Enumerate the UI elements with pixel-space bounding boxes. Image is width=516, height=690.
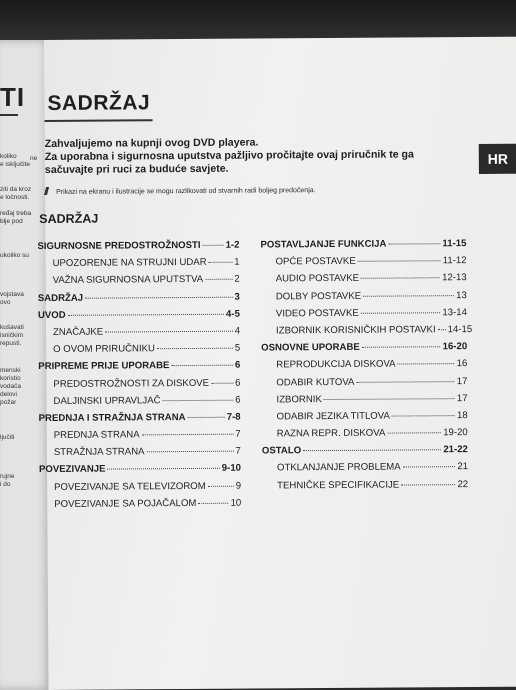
toc-entry-page: 5 [234, 342, 241, 354]
intro-text [45, 135, 465, 177]
toc-entry-page: 11-15 [442, 238, 467, 250]
left-page-fragment: i do [0, 481, 11, 488]
left-page-fragment: ukoliko su [0, 252, 29, 259]
toc-dot-leader [142, 434, 234, 436]
title-underline [45, 119, 153, 122]
toc-entry [38, 377, 240, 396]
toc-entry-label: O OVOM PRIRUČNIKU [53, 343, 156, 356]
toc-entry [261, 272, 467, 291]
toc-column-left [37, 240, 241, 516]
left-page-fragment: vodača [0, 383, 21, 390]
toc-entry-label: UPOZORENJE NA STRUJNI UDAR [52, 257, 207, 270]
toc-entry-label: TEHNIČKE SPECIFIKACIJE [277, 479, 400, 492]
toc-entry-label: ODABIR KUTOVA [276, 376, 355, 388]
toc-entry-page: 14-15 [447, 323, 473, 336]
toc-entry-label: OSNOVNE UPORABE [261, 341, 360, 354]
language-tab: HR [479, 144, 516, 174]
left-page-fragment: koristio [0, 375, 21, 382]
toc-entry [261, 307, 467, 326]
note-text: Prikazi na ekranu i ilustracije se mogu razlikovati od stvarnih radi boljeg predočenja. [56, 187, 316, 196]
toc-entry-page: 3 [234, 291, 240, 303]
toc-entry-label: POVEZIVANJE SA TELEVIZOROM [54, 480, 206, 493]
toc-entry-label: RAZNA REPR. DISKOVA [276, 427, 386, 440]
toc-entry-page: 1 [234, 256, 240, 268]
toc-entry-page: 21-22 [443, 444, 468, 456]
toc-dot-leader [188, 417, 225, 418]
toc-dot-leader [401, 484, 455, 485]
toc-entry-label: ODABIR JEZIKA TITLOVA [276, 410, 390, 423]
toc-dot-leader [157, 348, 233, 350]
toc-entry [39, 480, 241, 499]
toc-entry [38, 291, 240, 310]
toc-entry [261, 255, 467, 274]
note-marker-icon [44, 187, 49, 195]
toc-entry-label: DALJINSKI UPRAVLJAČ [53, 394, 161, 407]
toc-column-right [260, 238, 473, 497]
left-page-fragment: isničkim [0, 332, 24, 339]
toc-entry-label: PREDNJA STRANA [53, 429, 140, 442]
toc-entry-page: 10 [230, 497, 242, 509]
toc-entry-page: 7 [235, 428, 241, 440]
toc-entry-label: PRIPREME PRIJE UPORABE [38, 360, 170, 373]
toc-entry-label: VIDEO POSTAVKE [275, 307, 359, 320]
toc-dot-leader [205, 279, 232, 280]
toc-entry-label: SIGURNOSNE PREDOSTROŽNOSTI [37, 239, 201, 253]
toc-dot-leader [208, 485, 234, 486]
manual-page [37, 37, 516, 690]
toc-entry-page: 6 [234, 359, 241, 371]
toc-entry-page: 18 [456, 409, 468, 422]
toc-dot-leader [392, 415, 455, 416]
left-page-fragment: menski [0, 367, 21, 374]
toc-entry-label: PREDNJA I STRAŽNJA STRANA [38, 411, 186, 424]
toc-dot-leader [105, 331, 233, 333]
toc-entry-page: 2 [234, 274, 240, 286]
toc-entry [262, 410, 468, 429]
toc-entry-label: OSTALO [261, 445, 302, 457]
toc-dot-leader [171, 365, 233, 366]
toc-entry [262, 461, 468, 480]
toc-entry-label: DOLBY POSTAVKE [275, 290, 362, 302]
left-page-fragment: repusti. [0, 340, 22, 347]
left-page-fragment: vojstava [0, 291, 24, 298]
toc-entry-label: IZBORNIK [276, 393, 322, 406]
toc-dot-leader [388, 243, 440, 244]
toc-entry-page: 7 [235, 445, 241, 457]
toc-entry-page: 4 [234, 325, 241, 337]
toc-entry [38, 326, 240, 345]
note-line [45, 185, 316, 196]
toc-dot-leader [356, 381, 454, 383]
intro-line: Za uporabna i sigurnosna uputstva pažljivo pročitajte ovaj priručnik te ga [44, 148, 414, 163]
toc-dot-leader [203, 245, 224, 246]
toc-dot-leader [107, 468, 219, 470]
toc-entry-label: REPRODUKCIJA DISKOVA [276, 358, 396, 371]
toc-entry [261, 290, 467, 309]
toc-entry [262, 427, 468, 446]
toc-entry-page: 16-20 [442, 341, 468, 353]
toc-entry [261, 341, 467, 360]
toc-entry [37, 240, 239, 259]
toc-entry [261, 323, 473, 343]
toc-entry-label: AUDIO POSTAVKE [275, 273, 360, 285]
toc-dot-leader [403, 467, 456, 468]
toc-entry-page: 16 [456, 358, 468, 370]
toc-dot-leader [361, 278, 440, 280]
toc-entry-label: OPĆE POSTAVKE [275, 256, 356, 268]
toc-heading: SADRŽAJ [39, 211, 99, 227]
toc-entry-label: STRAŽNJA STRANA [53, 446, 145, 459]
left-page-fragment: ovo [0, 299, 11, 306]
toc-entry [39, 412, 241, 431]
toc-entry [38, 360, 240, 379]
toc-entry-page: 6 [235, 394, 241, 406]
toc-entry-page: 4-5 [226, 308, 240, 320]
toc-entry [39, 497, 241, 516]
toc-entry-label: VAŽNA SIGURNOSNA UPUTSTVA [52, 274, 204, 287]
toc-dot-leader [361, 312, 441, 314]
toc-entry [262, 444, 468, 463]
toc-dot-leader [438, 329, 446, 330]
toc-entry-page: 1-2 [225, 239, 240, 251]
toc-entry-page: 9-10 [221, 463, 242, 475]
left-page-fragment: ređaj treba [0, 210, 32, 217]
toc-entry-label: POVEZIVANJE SA POJAČALOM [54, 497, 197, 510]
toc-dot-leader [324, 398, 455, 400]
toc-entry-label: PREDOSTROŽNOSTI ZA DISKOVE [53, 377, 210, 390]
left-page-fragment: blje pod [0, 218, 23, 225]
page-title: SADRŽAJ [47, 91, 151, 115]
toc-entry [261, 358, 467, 377]
toc-entry [261, 376, 467, 395]
left-page-fragment: e isključite [0, 161, 30, 168]
toc-entry [262, 479, 468, 498]
intro-line: sačuvajte pri ruci za buduće savjete. [44, 162, 229, 176]
left-page-fragment: ziti da kroz [0, 186, 32, 193]
toc-entry [38, 274, 240, 293]
toc-dot-leader [198, 503, 228, 504]
toc-entry-label: POSTAVLJANJE FUNKCIJA [260, 238, 387, 251]
toc-entry-page: 17 [456, 392, 468, 404]
toc-entry [39, 463, 241, 482]
left-page-fragment: ne [30, 155, 38, 162]
toc-entry [39, 446, 241, 465]
toc-entry [261, 393, 467, 412]
toc-dot-leader [387, 432, 441, 433]
toc-dot-leader [362, 346, 441, 348]
toc-dot-leader [209, 262, 233, 263]
toc-entry-label: OTKLANJANJE PROBLEMA [276, 461, 401, 474]
toc-entry-label: ZNAČAJKE [53, 326, 104, 338]
toc-entry [38, 308, 240, 327]
left-page-title-rule [0, 114, 18, 116]
toc-dot-leader [85, 296, 232, 298]
toc-entry-page: 22 [457, 478, 469, 490]
toc-dot-leader [211, 382, 233, 383]
toc-dot-leader [398, 363, 455, 364]
intro-line: Zahvaljujemo na kupnji ovog DVD playera. [44, 136, 259, 150]
toc-entry-label: UVOD [37, 309, 66, 321]
toc-dot-leader [68, 313, 224, 315]
toc-entry-page: 6 [235, 377, 241, 389]
toc-entry-page: 13 [456, 289, 467, 301]
toc-dot-leader [358, 260, 441, 262]
left-page-fragment: rujne [0, 473, 15, 480]
toc-entry [260, 238, 466, 257]
left-page-fragment: požar [0, 399, 17, 406]
toc-dot-leader [363, 295, 454, 297]
toc-entry-page: 9 [235, 480, 242, 492]
toc-dot-leader [303, 449, 441, 451]
toc-entry-label: POVEZIVANJE [38, 464, 106, 476]
toc-entry [38, 394, 240, 413]
toc-entry-page: 11-12 [442, 255, 467, 267]
toc-entry-page: 7-8 [226, 411, 241, 423]
left-page-fragment: koliko [0, 153, 17, 160]
toc-entry-page: 17 [456, 375, 468, 387]
left-page-fragment: ljučiti [0, 434, 15, 441]
left-page-fragment: kušavati [0, 324, 24, 331]
toc-dot-leader [162, 399, 233, 400]
left-page-fragment: e ločnosti. [0, 194, 30, 201]
toc-entry [38, 343, 240, 362]
toc-entry-label: SADRŽAJ [37, 292, 84, 304]
toc-entry-label: IZBORNIK KORISNIČKIH POSTAVKI [275, 324, 436, 337]
toc-entry-page: 19-20 [443, 427, 468, 439]
toc-entry-page: 12-13 [442, 272, 467, 284]
toc-dot-leader [147, 451, 234, 453]
toc-entry [39, 429, 241, 448]
toc-entry-page: 13-14 [442, 306, 467, 318]
toc-entry [38, 257, 240, 276]
left-page-title: TI [0, 82, 26, 112]
toc-entry-page: 21 [457, 461, 469, 473]
left-page-fragment: delovi [0, 391, 17, 398]
